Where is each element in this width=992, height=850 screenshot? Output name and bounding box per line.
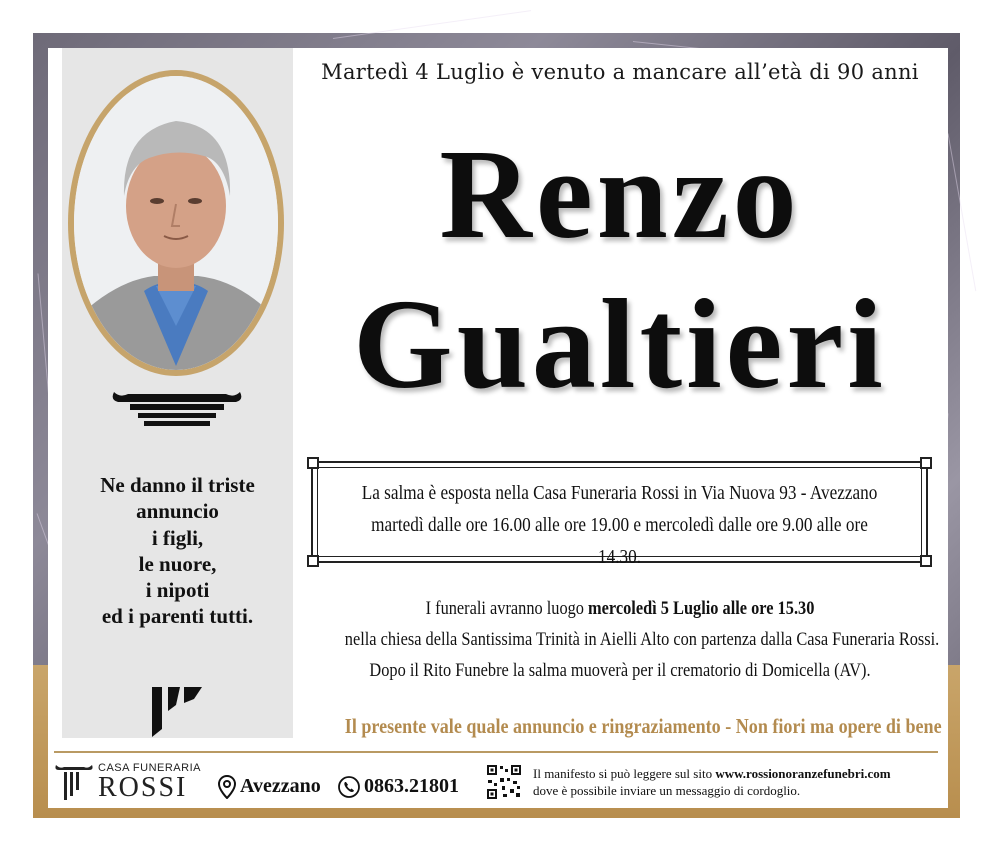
viewing-line-1: La salma è esposta nella Casa Funeraria Rossi in Via Nuova 93 - Avezzano [361, 482, 878, 504]
funeral-info: I funerali avranno luogo mercoledì 5 Luglio alle ore 15.30 nella chiesa della Santissima Trinità in Aielli Alto con partenza dalla Casa Funeraria Rossi. Dopo il Rito Funebre la salma muoverà per il crematorio di Domicella (AV). [344, 598, 940, 681]
death-date-header: Martedì 4 Luglio è venuto a mancare all’età di 90 anni [321, 60, 919, 84]
city: Avezzano [240, 775, 321, 797]
phone-icon [338, 776, 360, 798]
website-note: Il manifesto si può leggere sul sito www.rossionoranzefunebri.com dove è possibile inviare un messaggio di cordoglio. [533, 766, 891, 798]
phone-number: 0863.21801 [364, 775, 459, 797]
announcement-text: Ne danno il triste annuncio i figli, le nuore, i nipoti ed i parenti tutti. [100, 473, 255, 629]
brand-logo-icon [150, 685, 206, 739]
portrait-photo [74, 76, 278, 370]
location-pin-icon [218, 775, 236, 799]
viewing-info-box [311, 461, 928, 568]
footer-divider [54, 751, 938, 753]
qr-code-icon [486, 764, 522, 800]
last-name: Gualtieri [353, 273, 887, 415]
viewing-line-2: martedì dalle ore 16.00 alle ore 19.00 e mercoledì dalle ore 9.00 alle ore 14.30. [371, 514, 868, 568]
first-name: Renzo [439, 123, 801, 265]
website-link[interactable]: www.rossionoranzefunebri.com [715, 766, 891, 781]
thanks-note: Il presente vale quale annuncio e ringraziamento - Non fiori ma opere di bene [344, 714, 942, 738]
funeral-home-brand: CASA FUNERARIA ROSSI [54, 760, 204, 804]
pedestal-icon [110, 388, 244, 428]
column-logo-icon [54, 762, 94, 802]
